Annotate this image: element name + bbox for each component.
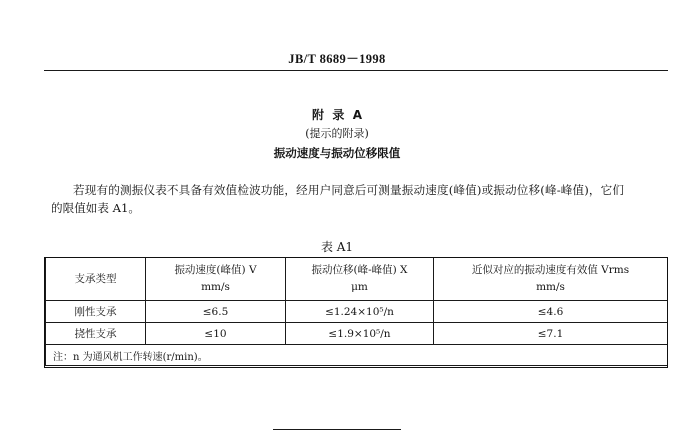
table-row (46, 301, 668, 323)
table-caption: 表 A1 (320, 240, 354, 254)
appendix-subtitle: (提示的附录) (305, 127, 369, 140)
header-rms-unit: mm/s (536, 281, 565, 293)
header-displacement-label: 振动位移(峰-峰值) X (311, 264, 408, 276)
header-displacement-unit: μm (351, 281, 368, 293)
table-note: 注：n 为通风机工作转速(r/min)。 (46, 345, 668, 366)
limits-table (45, 257, 668, 366)
header-rms (434, 258, 668, 301)
header-velocity-unit: mm/s (201, 281, 230, 293)
body-paragraph: 若现有的测振仪表不具备有效值检波功能，经用户同意后可测量振动速度(峰值)或振动位移(峰-峰值)，它们的限值如表 A1。 (51, 183, 624, 215)
appendix-title: 附 录 A (312, 108, 362, 122)
header-displacement (286, 258, 434, 301)
header-rule (44, 70, 668, 71)
footer-rule (273, 429, 401, 430)
appendix-heading: 振动速度与振动位移限值 (273, 146, 401, 160)
table-row (46, 323, 668, 345)
cell-rms: ≤4.6 (434, 301, 668, 323)
table-header-row (46, 258, 668, 301)
header-support-type: 支承类型 (46, 258, 146, 301)
cell-rms: ≤7.1 (434, 323, 668, 345)
standard-code: JB/T 8689－1998 (288, 52, 386, 66)
cell-displacement: ≤1.24×10⁵/n (286, 301, 434, 323)
table-note-row (46, 345, 668, 366)
header-velocity-label: 振动速度(峰值) V (174, 264, 257, 276)
cell-velocity: ≤10 (146, 323, 286, 345)
cell-velocity: ≤6.5 (146, 301, 286, 323)
cell-support: 挠性支承 (46, 323, 146, 345)
header-rms-label: 近似对应的振动速度有效值 Vrms (471, 264, 630, 276)
cell-displacement: ≤1.9×10⁵/n (286, 323, 434, 345)
header-velocity (146, 258, 286, 301)
cell-support: 刚性支承 (46, 301, 146, 323)
